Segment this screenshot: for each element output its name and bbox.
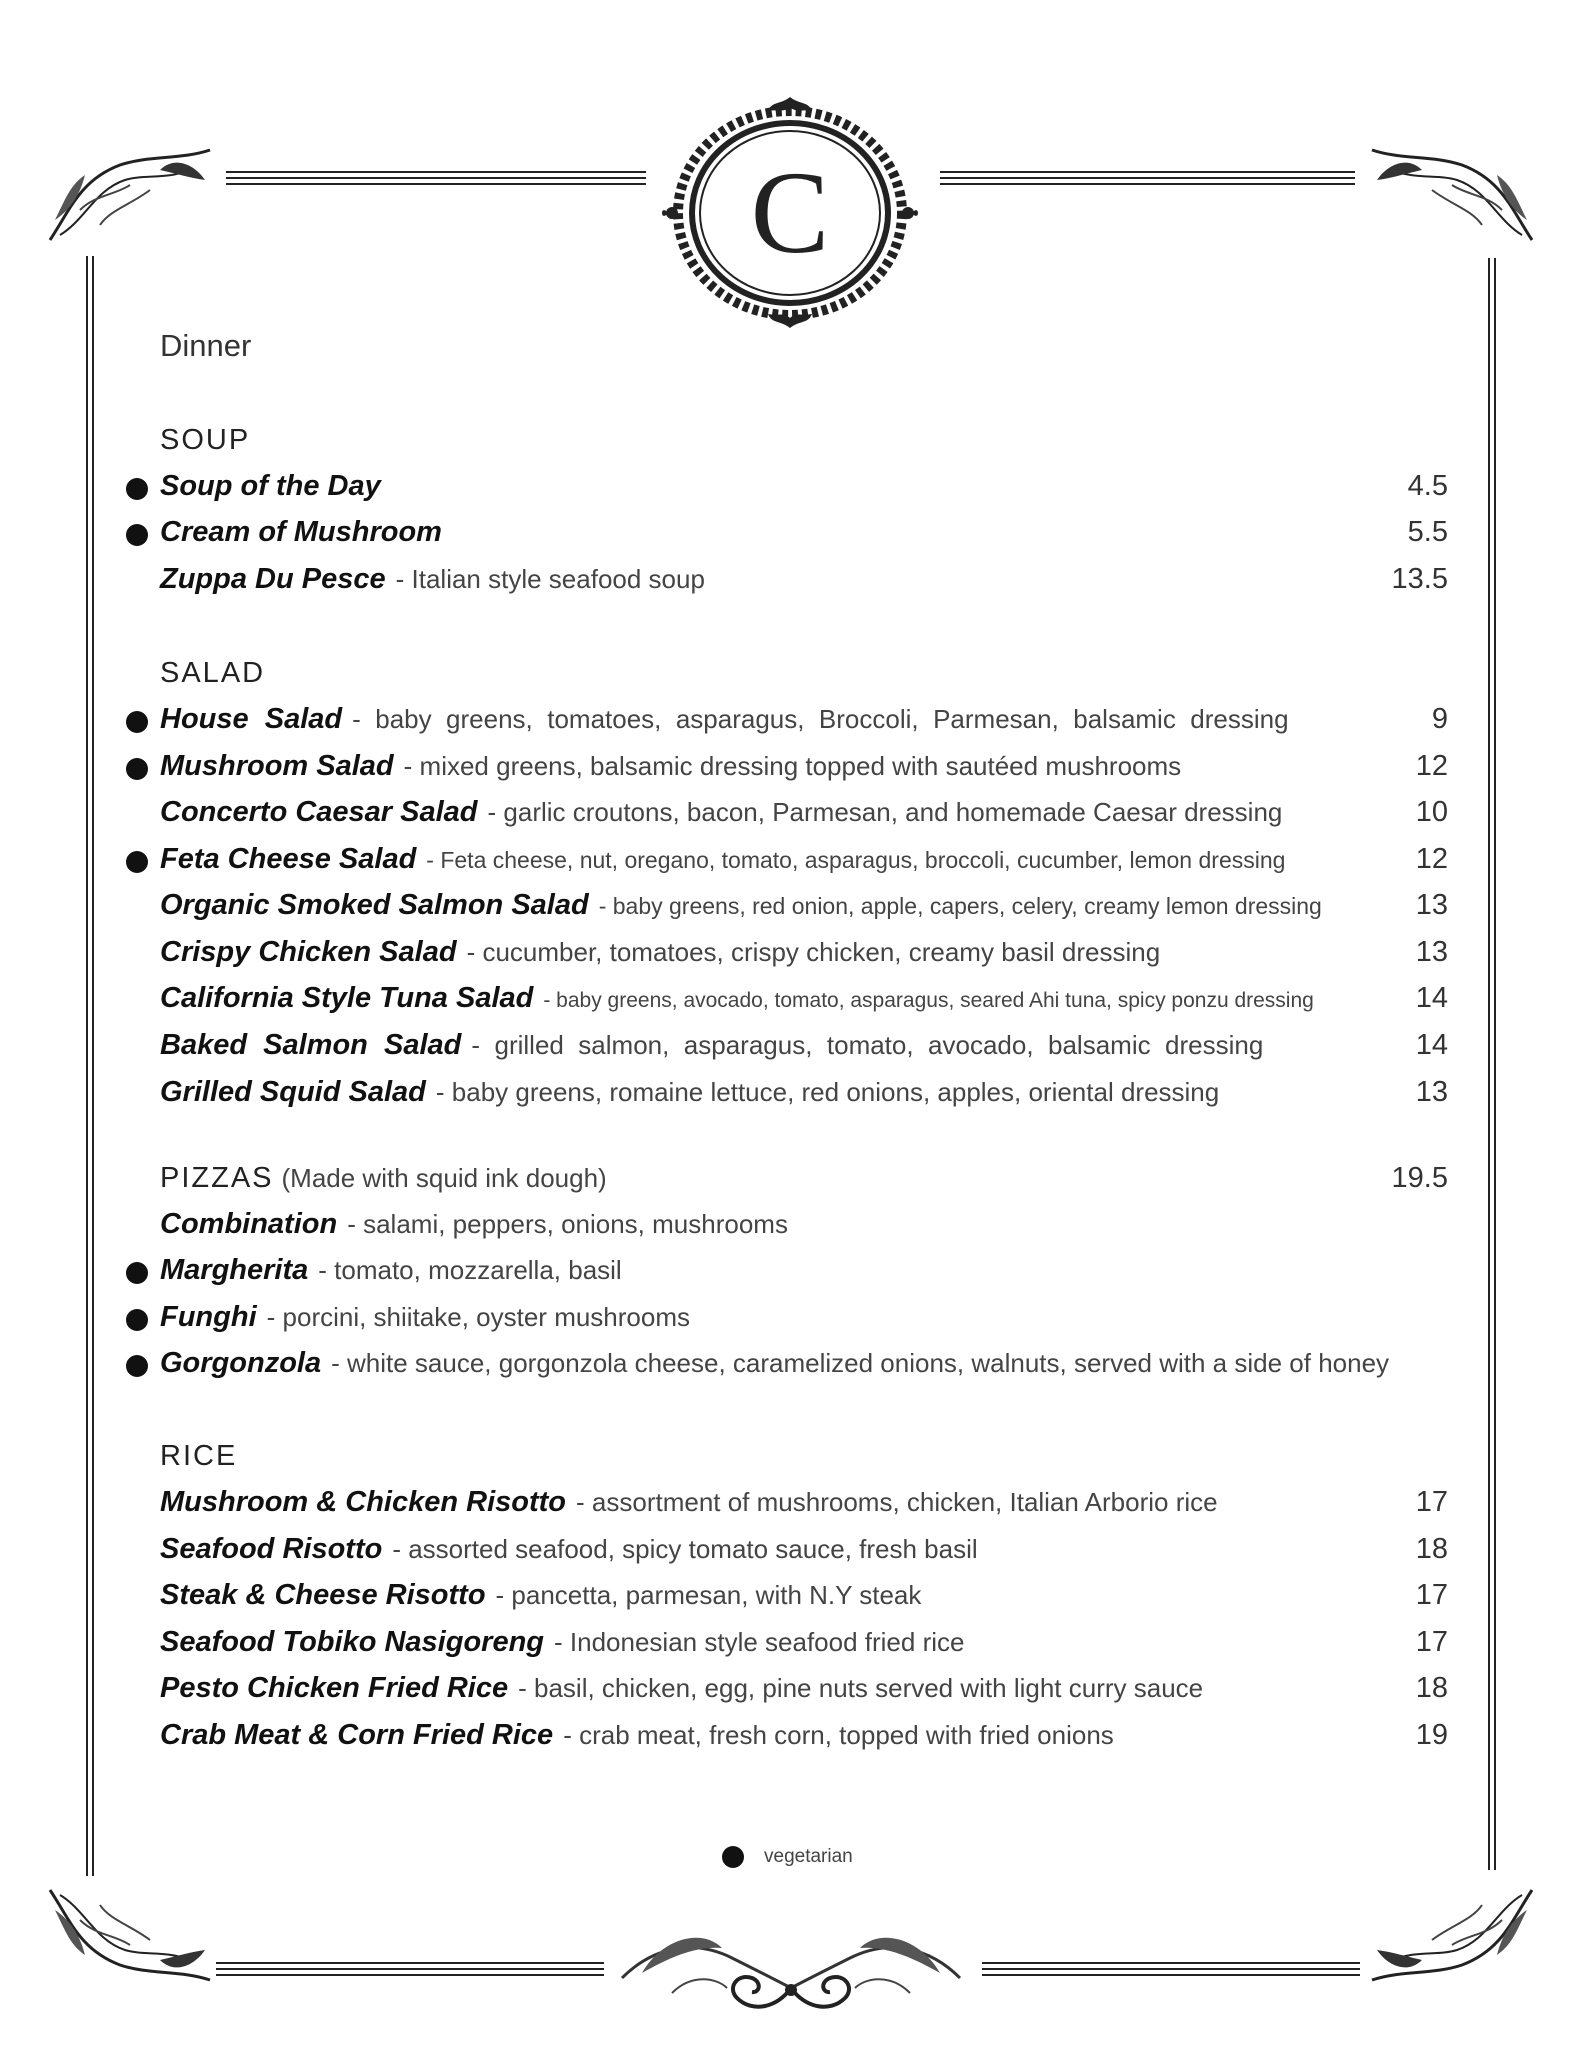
vegetarian-legend bbox=[722, 1846, 853, 1868]
flourish-top-left-icon bbox=[40, 140, 220, 250]
item-description: - salami, peppers, onions, mushrooms bbox=[347, 1209, 788, 1239]
menu-item bbox=[160, 1301, 1448, 1341]
item-description: - baby greens, avocado, tomato, asparagus, seared Ahi tuna, spicy ponzu dressing bbox=[543, 989, 1314, 1012]
vegetarian-dot-icon bbox=[722, 1846, 744, 1868]
item-name: Seafood Risotto bbox=[160, 1533, 383, 1565]
item-price: 10 bbox=[1415, 796, 1448, 828]
item-name: Grilled Squid Salad bbox=[160, 1076, 426, 1108]
item-name: Baked Salmon Salad bbox=[160, 1029, 462, 1061]
item-name: Funghi bbox=[160, 1301, 257, 1333]
item-description: - tomato, mozzarella, basil bbox=[318, 1255, 622, 1285]
item-description: - baby greens, red onion, apple, capers, celery, creamy lemon dressing bbox=[598, 893, 1322, 919]
menu-item bbox=[160, 982, 1448, 1022]
vegetarian-dot-icon bbox=[126, 478, 148, 500]
item-price: 18 bbox=[1415, 1672, 1448, 1704]
item-name: Soup of the Day bbox=[160, 470, 381, 502]
item-name: House Salad bbox=[160, 703, 343, 735]
item-name: Cream of Mushroom bbox=[160, 516, 442, 548]
item-description: - pancetta, parmesan, with N.Y steak bbox=[495, 1580, 922, 1610]
item-price: 9 bbox=[1431, 703, 1448, 735]
bottom-right-rule bbox=[982, 1968, 1360, 1970]
vegetarian-dot-icon bbox=[126, 1262, 148, 1284]
section-heading-rice: RICE bbox=[160, 1440, 238, 1472]
menu-item bbox=[160, 563, 1448, 603]
menu-item bbox=[160, 1719, 1448, 1759]
item-price: 18 bbox=[1415, 1533, 1448, 1565]
scroll-ornament-icon bbox=[612, 1918, 970, 2028]
menu-item bbox=[160, 703, 1448, 743]
top-left-rule bbox=[226, 171, 646, 173]
item-description: - baby greens, tomatoes, asparagus, Broccoli, Parmesan, balsamic dressing bbox=[352, 704, 1289, 734]
item-description: - white sauce, gorgonzola cheese, caramelized onions, walnuts, served with a side of honey bbox=[331, 1348, 1390, 1378]
menu-item bbox=[160, 750, 1448, 790]
item-description: - basil, chicken, egg, pine nuts served with light curry sauce bbox=[518, 1673, 1204, 1703]
item-name: Margherita bbox=[160, 1254, 309, 1286]
top-right-rule bbox=[940, 171, 1355, 173]
vegetarian-dot-icon bbox=[126, 524, 148, 546]
item-name: Feta Cheese Salad bbox=[160, 843, 417, 875]
item-price: 13 bbox=[1415, 889, 1448, 921]
item-description: - Italian style seafood soup bbox=[395, 564, 705, 594]
menu-item bbox=[160, 889, 1448, 929]
item-description: - cucumber, tomatoes, crispy chicken, creamy basil dressing bbox=[466, 937, 1161, 967]
menu-item bbox=[160, 1029, 1448, 1069]
item-name: Concerto Caesar Salad bbox=[160, 796, 478, 828]
menu-item bbox=[160, 516, 1448, 556]
vegetarian-dot-icon bbox=[126, 1355, 148, 1377]
item-name: California Style Tuna Salad bbox=[160, 982, 534, 1014]
bottom-left-rule bbox=[216, 1962, 604, 1964]
flourish-bottom-right-icon bbox=[1362, 1880, 1542, 1990]
page-title: Dinner bbox=[160, 328, 252, 363]
item-name: Crab Meat & Corn Fried Rice bbox=[160, 1719, 554, 1751]
section-price: 19.5 bbox=[1391, 1162, 1448, 1194]
item-name: Steak & Cheese Risotto bbox=[160, 1579, 486, 1611]
item-name: Pesto Chicken Fried Rice bbox=[160, 1672, 509, 1704]
item-price: 13 bbox=[1415, 936, 1448, 968]
menu-item bbox=[160, 1208, 1448, 1248]
left-border-rule bbox=[92, 256, 94, 1876]
item-price: 17 bbox=[1415, 1579, 1448, 1611]
section-heading-pizzas: PIZZAS bbox=[160, 1162, 274, 1194]
right-border-rule bbox=[1488, 258, 1490, 1870]
bottom-left-rule bbox=[216, 1974, 604, 1976]
item-description: - baby greens, romaine lettuce, red onions, apples, oriental dressing bbox=[435, 1077, 1220, 1107]
top-left-rule bbox=[226, 183, 646, 185]
item-description: - Feta cheese, nut, oregano, tomato, asparagus, broccoli, cucumber, lemon dressing bbox=[426, 847, 1286, 873]
item-name: Organic Smoked Salmon Salad bbox=[160, 889, 589, 921]
menu-item bbox=[160, 1076, 1448, 1116]
menu-item bbox=[160, 1626, 1448, 1666]
item-description: - porcini, shiitake, oyster mushrooms bbox=[266, 1302, 691, 1332]
item-price: 14 bbox=[1415, 1029, 1448, 1061]
menu-item bbox=[160, 470, 1448, 510]
item-description: - garlic croutons, bacon, Parmesan, and homemade Caesar dressing bbox=[487, 797, 1283, 827]
bottom-right-rule bbox=[982, 1974, 1360, 1976]
menu-item bbox=[160, 843, 1448, 883]
item-name: Mushroom Salad bbox=[160, 750, 394, 782]
item-description: - crab meat, fresh corn, topped with fried onions bbox=[563, 1720, 1114, 1750]
item-name: Gorgonzola bbox=[160, 1347, 322, 1379]
menu-item bbox=[160, 1533, 1448, 1573]
crest-logo bbox=[660, 95, 920, 330]
item-price: 12 bbox=[1415, 843, 1448, 875]
item-name: Crispy Chicken Salad bbox=[160, 936, 457, 968]
item-price: 14 bbox=[1415, 982, 1448, 1014]
section-heading-salad: SALAD bbox=[160, 657, 266, 689]
item-description: - mixed greens, balsamic dressing topped with sautéed mushrooms bbox=[403, 751, 1182, 781]
flourish-bottom-left-icon bbox=[40, 1880, 220, 1990]
item-price: 12 bbox=[1415, 750, 1448, 782]
item-price: 5.5 bbox=[1407, 516, 1448, 548]
bottom-right-rule bbox=[982, 1962, 1360, 1964]
top-right-rule bbox=[940, 183, 1355, 185]
bottom-left-rule bbox=[216, 1968, 604, 1970]
item-description: - assorted seafood, spicy tomato sauce, fresh basil bbox=[392, 1534, 978, 1564]
menu-item bbox=[160, 1254, 1448, 1294]
item-price: 17 bbox=[1415, 1626, 1448, 1658]
right-border-rule bbox=[1494, 258, 1496, 1870]
item-name: Zuppa Du Pesce bbox=[160, 563, 386, 595]
item-description: - Indonesian style seafood fried rice bbox=[554, 1627, 965, 1657]
top-left-rule bbox=[226, 177, 646, 179]
section-heading-row-pizzas bbox=[160, 1162, 1448, 1202]
menu-item bbox=[160, 796, 1448, 836]
item-price: 19 bbox=[1415, 1719, 1448, 1751]
menu-item bbox=[160, 936, 1448, 976]
menu-item bbox=[160, 1486, 1448, 1526]
item-price: 13.5 bbox=[1391, 563, 1448, 595]
menu-item bbox=[160, 1347, 1448, 1387]
item-price: 4.5 bbox=[1407, 470, 1448, 502]
item-name: Mushroom & Chicken Risotto bbox=[160, 1486, 567, 1518]
left-border-rule bbox=[86, 256, 88, 1876]
crest-letter: C bbox=[750, 147, 830, 278]
top-right-rule bbox=[940, 177, 1355, 179]
vegetarian-dot-icon bbox=[126, 851, 148, 873]
section-heading-soup: SOUP bbox=[160, 424, 251, 456]
item-price: 13 bbox=[1415, 1076, 1448, 1108]
vegetarian-dot-icon bbox=[126, 758, 148, 780]
item-name: Seafood Tobiko Nasigoreng bbox=[160, 1626, 545, 1658]
item-description: - grilled salmon, asparagus, tomato, avocado, balsamic dressing bbox=[471, 1030, 1264, 1060]
section-note: (Made with squid ink dough) bbox=[281, 1163, 607, 1193]
item-description: - assortment of mushrooms, chicken, Italian Arborio rice bbox=[576, 1487, 1218, 1517]
flourish-top-right-icon bbox=[1362, 140, 1542, 250]
menu-item bbox=[160, 1672, 1448, 1712]
legend-label: vegetarian bbox=[764, 1846, 853, 1867]
vegetarian-dot-icon bbox=[126, 1309, 148, 1331]
item-price: 17 bbox=[1415, 1486, 1448, 1518]
item-name: Combination bbox=[160, 1208, 338, 1240]
vegetarian-dot-icon bbox=[126, 711, 148, 733]
menu-item bbox=[160, 1579, 1448, 1619]
